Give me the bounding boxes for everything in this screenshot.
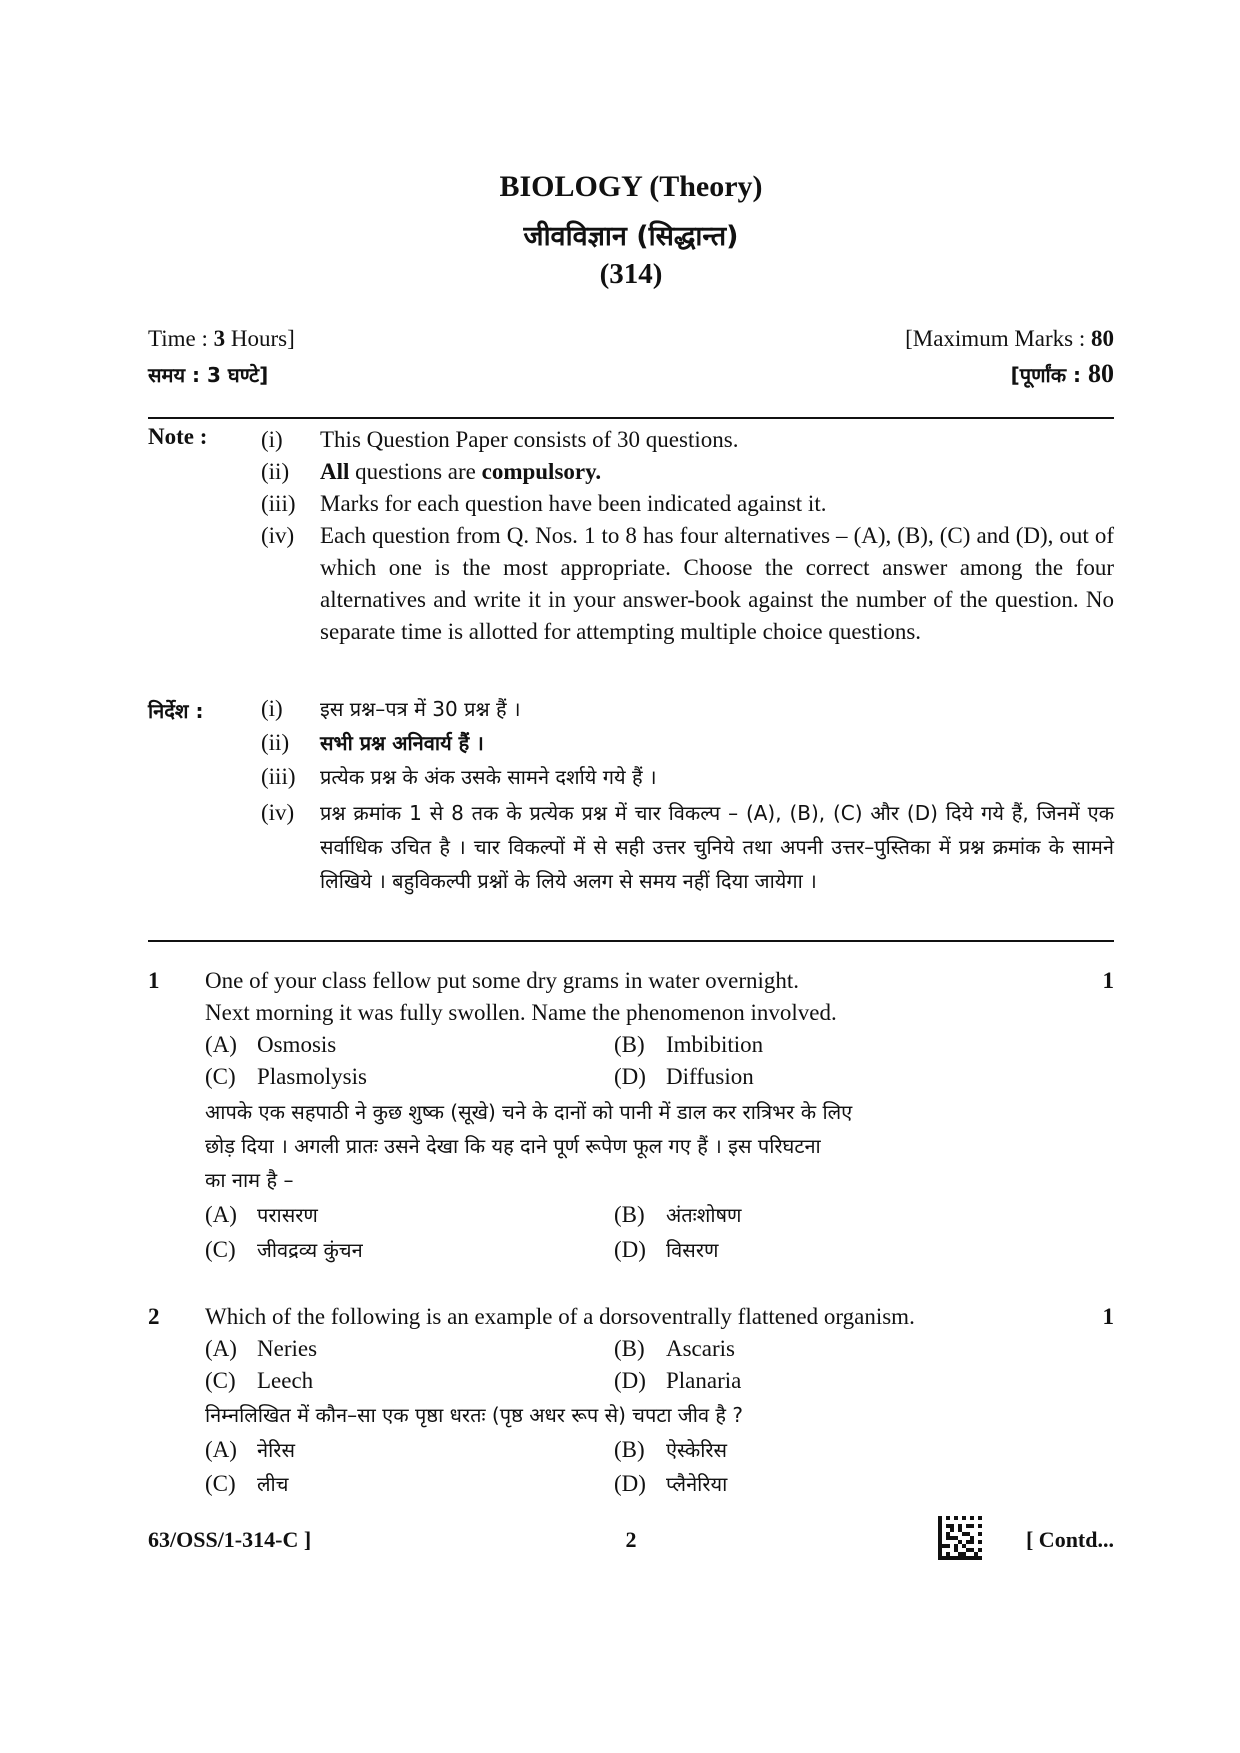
page-number: 2 [625,1527,637,1552]
question-text: Next morning it was fully swollen. Name the phenomenon involved. [205,1000,837,1025]
divider [148,417,1114,419]
option-hindi: (B) ऐस्केरिस [614,1437,728,1462]
exam-page [148,0,1114,1753]
max-marks-line-hindi: [पूर्णांक : 80 [1010,359,1114,388]
max-marks-line: [Maximum Marks : 80 [905,326,1114,351]
option-hindi: (A) नेरिस [205,1437,295,1462]
option: (C) Leech [205,1368,314,1393]
option: (B) Ascaris [614,1336,735,1361]
note-item: (iii) Marks for each question have been indicated against it. [261,491,827,516]
continued-label: [ Contd... [1025,1527,1114,1552]
note-item-hindi: (iii) प्रत्येक प्रश्न के अंक उसके सामने दर्शाये गये हैं । [261,764,657,789]
option: (D) Planaria [614,1368,742,1393]
question-text-hindi: का नाम है – [205,1168,294,1192]
question-marks: 1 [1102,1304,1114,1329]
option-hindi: (C) जीवद्रव्य कुंचन [205,1237,363,1262]
note-item-hindi: (ii) सभी प्रश्न अनिवार्य हैं । [261,730,484,755]
option: (C) Plasmolysis [205,1064,367,1089]
divider [148,940,1114,942]
question-1 [148,965,1114,1285]
paper-code-footer: 63/OSS/1-314-C ] [148,1527,312,1552]
option-hindi: (D) विसरण [614,1237,719,1262]
note-label-hindi: निर्देश : [148,699,204,723]
note-item-hindi: (iv) प्रश्न क्रमांक 1 से 8 तक के प्रत्येक प्रश्न में चार विकल्प – (A), (B), (C) और (D) दिये गये हैं, जिनमें एक सर्वाधिक उचित है । चार विकल्पों में से सही उत्तर चुनिये तथा अपनी उत्तर–पुस्तिका में प्रश्न क्रमांक के सामने लिखिये । बहुविकल्पी प्रश्नों के लिये अलग से समय नहीं दिया जायेगा । [261,800,1114,893]
question-text-hindi: निम्नलिखित में कौन–सा एक पृष्ठा धरतः (पृष्ठ अधर रूप से) चपटा जीव है ? [205,1403,744,1427]
option-hindi: (C) लीच [205,1471,289,1496]
question-number: 2 [148,1304,160,1329]
question-text-hindi: छोड़ दिया । अगली प्रातः उसने देखा कि यह दाने पूर्ण रूपेण फूल गए हैं । इस परिघटना [205,1134,821,1158]
option-hindi: (A) परासरण [205,1202,318,1227]
option-hindi: (B) अंतःशोषण [614,1202,742,1227]
option: (B) Imbibition [614,1032,764,1057]
paper-title: BIOLOGY (Theory) [499,170,763,203]
paper-title-hindi: जीवविज्ञान (सिद्धान्त) [523,221,739,252]
option: (A) Neries [205,1336,318,1361]
note-item: (iv) Each question from Q. Nos. 1 to 8 has four alternatives – (A), (B), (C) and (D), out of which one is the most appropriate. Choose the correct answer among the four alternatives and write it in your answer-book against the number of the question. No separate time is allotted for attempting multiple choice questions. [261,523,1114,644]
question-text: One of your class fellow put some dry grams in water overnight. [205,968,800,993]
option-hindi: (D) प्लैनेरिया [614,1471,728,1496]
option: (D) Diffusion [614,1064,754,1089]
option: (A) Osmosis [205,1032,337,1057]
question-text-hindi: आपके एक सहपाठी ने कुछ शुष्क (सूखे) चने के दानों को पानी में डाल कर रात्रिभर के लिए [205,1100,853,1124]
question-marks: 1 [1102,968,1114,993]
note-item-hindi: (i) इस प्रश्न–पत्र में 30 प्रश्न हैं । [261,696,521,721]
question-number: 1 [148,968,160,993]
note-label: Note : [148,424,208,449]
note-item: (i) This Question Paper consists of 30 questions. [261,427,739,452]
time-line: Time : 3 Hours] [148,326,295,351]
question-text: Which of the following is an example of a dorsoventrally flattened organism. [205,1304,915,1329]
note-item: (ii) All questions are compulsory. [261,459,602,484]
paper-code: (314) [599,258,663,290]
question-2 [148,1301,1114,1501]
qr-code-icon [938,1516,982,1560]
time-line-hindi: समय : 3 घण्टे] [148,363,269,387]
